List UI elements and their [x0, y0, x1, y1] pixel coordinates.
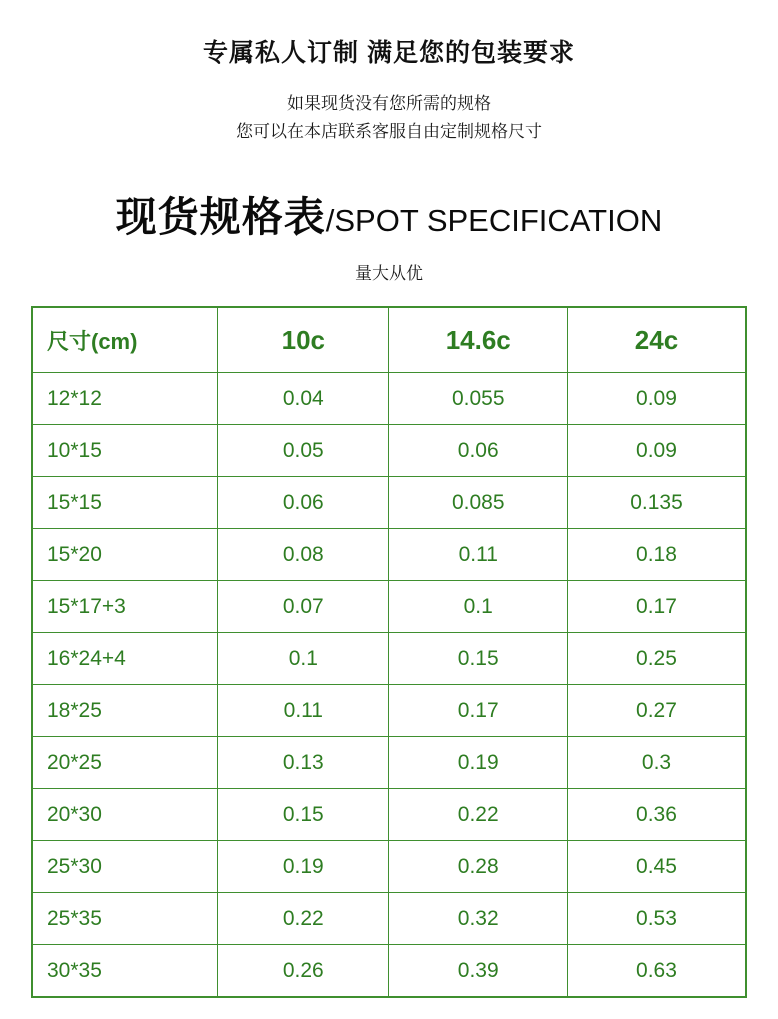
column-header-size: 尺寸(cm)	[32, 307, 218, 373]
spec-table-body	[32, 373, 746, 998]
table-row	[32, 581, 746, 633]
cell-price-24c: 0.53	[567, 893, 746, 945]
table-row	[32, 789, 746, 841]
cell-price-10c: 0.19	[218, 841, 389, 893]
cell-price-24c: 0.17	[567, 581, 746, 633]
table-row	[32, 373, 746, 425]
table-row	[32, 893, 746, 945]
page-subheadline	[0, 90, 778, 146]
cell-size: 20*30	[32, 789, 218, 841]
table-row	[32, 945, 746, 998]
cell-price-24c: 0.09	[567, 373, 746, 425]
cell-price-14-6c: 0.39	[389, 945, 568, 998]
cell-size: 12*12	[32, 373, 218, 425]
cell-price-24c: 0.36	[567, 789, 746, 841]
cell-size: 30*35	[32, 945, 218, 998]
cell-price-10c: 0.13	[218, 737, 389, 789]
table-row	[32, 477, 746, 529]
cell-size: 25*35	[32, 893, 218, 945]
cell-price-10c: 0.1	[218, 633, 389, 685]
section-title	[0, 184, 778, 243]
table-row	[32, 685, 746, 737]
table-row	[32, 633, 746, 685]
cell-price-14-6c: 0.19	[389, 737, 568, 789]
cell-size: 16*24+4	[32, 633, 218, 685]
cell-price-10c: 0.04	[218, 373, 389, 425]
section-title-cn: 现货规格表	[115, 194, 326, 241]
page-headline: 专属私人订制 满足您的包装要求	[203, 39, 575, 67]
section-title-en: /SPOT SPECIFICATION	[325, 203, 663, 239]
cell-size: 15*15	[32, 477, 218, 529]
cell-price-14-6c: 0.17	[389, 685, 568, 737]
cell-price-14-6c: 0.1	[389, 581, 568, 633]
spec-table	[31, 306, 747, 998]
cell-size: 25*30	[32, 841, 218, 893]
cell-price-10c: 0.08	[218, 529, 389, 581]
cell-price-24c: 0.18	[567, 529, 746, 581]
subheadline-line-1: 如果现货没有您所需的规格	[287, 94, 491, 113]
cell-size: 20*25	[32, 737, 218, 789]
cell-price-14-6c: 0.06	[389, 425, 568, 477]
cell-price-24c: 0.09	[567, 425, 746, 477]
cell-price-10c: 0.15	[218, 789, 389, 841]
cell-price-10c: 0.05	[218, 425, 389, 477]
cell-size: 18*25	[32, 685, 218, 737]
table-row	[32, 841, 746, 893]
table-row	[32, 737, 746, 789]
spec-table-wrapper	[31, 306, 747, 998]
subheadline-line-2: 您可以在本店联系客服自由定制规格尺寸	[236, 122, 542, 142]
column-header-14-6c: 14.6c	[389, 307, 568, 373]
cell-price-14-6c: 0.28	[389, 841, 568, 893]
cell-price-10c: 0.06	[218, 477, 389, 529]
spec-table-head	[32, 307, 746, 373]
column-header-10c: 10c	[218, 307, 389, 373]
cell-price-10c: 0.07	[218, 581, 389, 633]
cell-price-24c: 0.45	[567, 841, 746, 893]
section-tagline: 量大从优	[355, 264, 423, 284]
cell-price-14-6c: 0.22	[389, 789, 568, 841]
cell-price-10c: 0.22	[218, 893, 389, 945]
table-row	[32, 425, 746, 477]
cell-size: 15*20	[32, 529, 218, 581]
cell-price-14-6c: 0.15	[389, 633, 568, 685]
cell-size: 10*15	[32, 425, 218, 477]
cell-price-14-6c: 0.32	[389, 893, 568, 945]
table-row	[32, 529, 746, 581]
cell-price-14-6c: 0.085	[389, 477, 568, 529]
cell-size: 15*17+3	[32, 581, 218, 633]
cell-price-24c: 0.27	[567, 685, 746, 737]
cell-price-14-6c: 0.11	[389, 529, 568, 581]
cell-price-10c: 0.26	[218, 945, 389, 998]
table-header-row	[32, 307, 746, 373]
cell-price-14-6c: 0.055	[389, 373, 568, 425]
cell-price-24c: 0.135	[567, 477, 746, 529]
cell-price-24c: 0.3	[567, 737, 746, 789]
column-header-24c: 24c	[567, 307, 746, 373]
cell-price-10c: 0.11	[218, 685, 389, 737]
cell-price-24c: 0.25	[567, 633, 746, 685]
cell-price-24c: 0.63	[567, 945, 746, 998]
